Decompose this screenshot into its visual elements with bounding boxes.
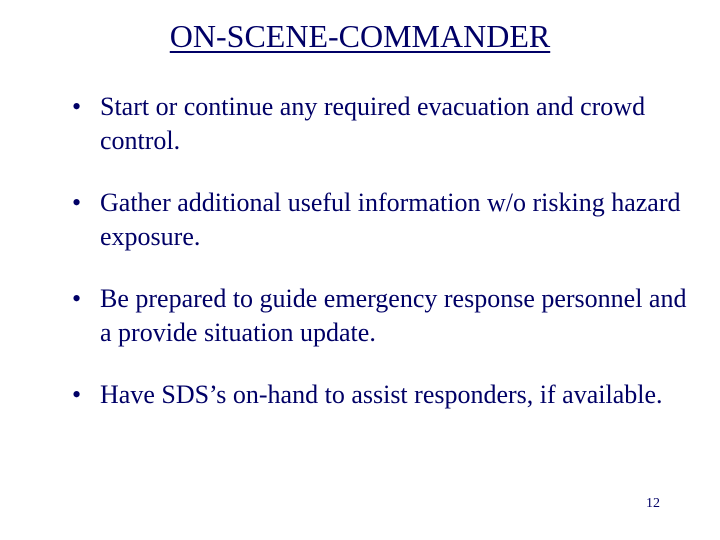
bullet-icon: • [72,284,82,313]
bullet-item [72,90,692,158]
slide-title [0,16,720,56]
slide-title-text: ON-SCENE-COMMANDER [169,18,551,54]
bullet-item [72,282,692,350]
bullet-item [72,186,692,254]
bullet-text: Gather additional useful information w/o risking hazard exposure. [100,188,681,251]
bullet-text: Have SDS’s on-hand to assist responders, if available. [100,380,663,409]
bullet-icon: • [72,92,82,121]
bullet-icon: • [72,380,82,409]
bullet-text: Start or continue any required evacuation and crowd control. [100,92,646,155]
bullet-list [72,90,692,440]
bullet-text: Be prepared to guide emergency response personnel and a provide situation update. [100,284,687,347]
bullet-icon: • [72,188,82,217]
bullet-item [72,378,692,412]
page-number: 12 [646,496,660,511]
